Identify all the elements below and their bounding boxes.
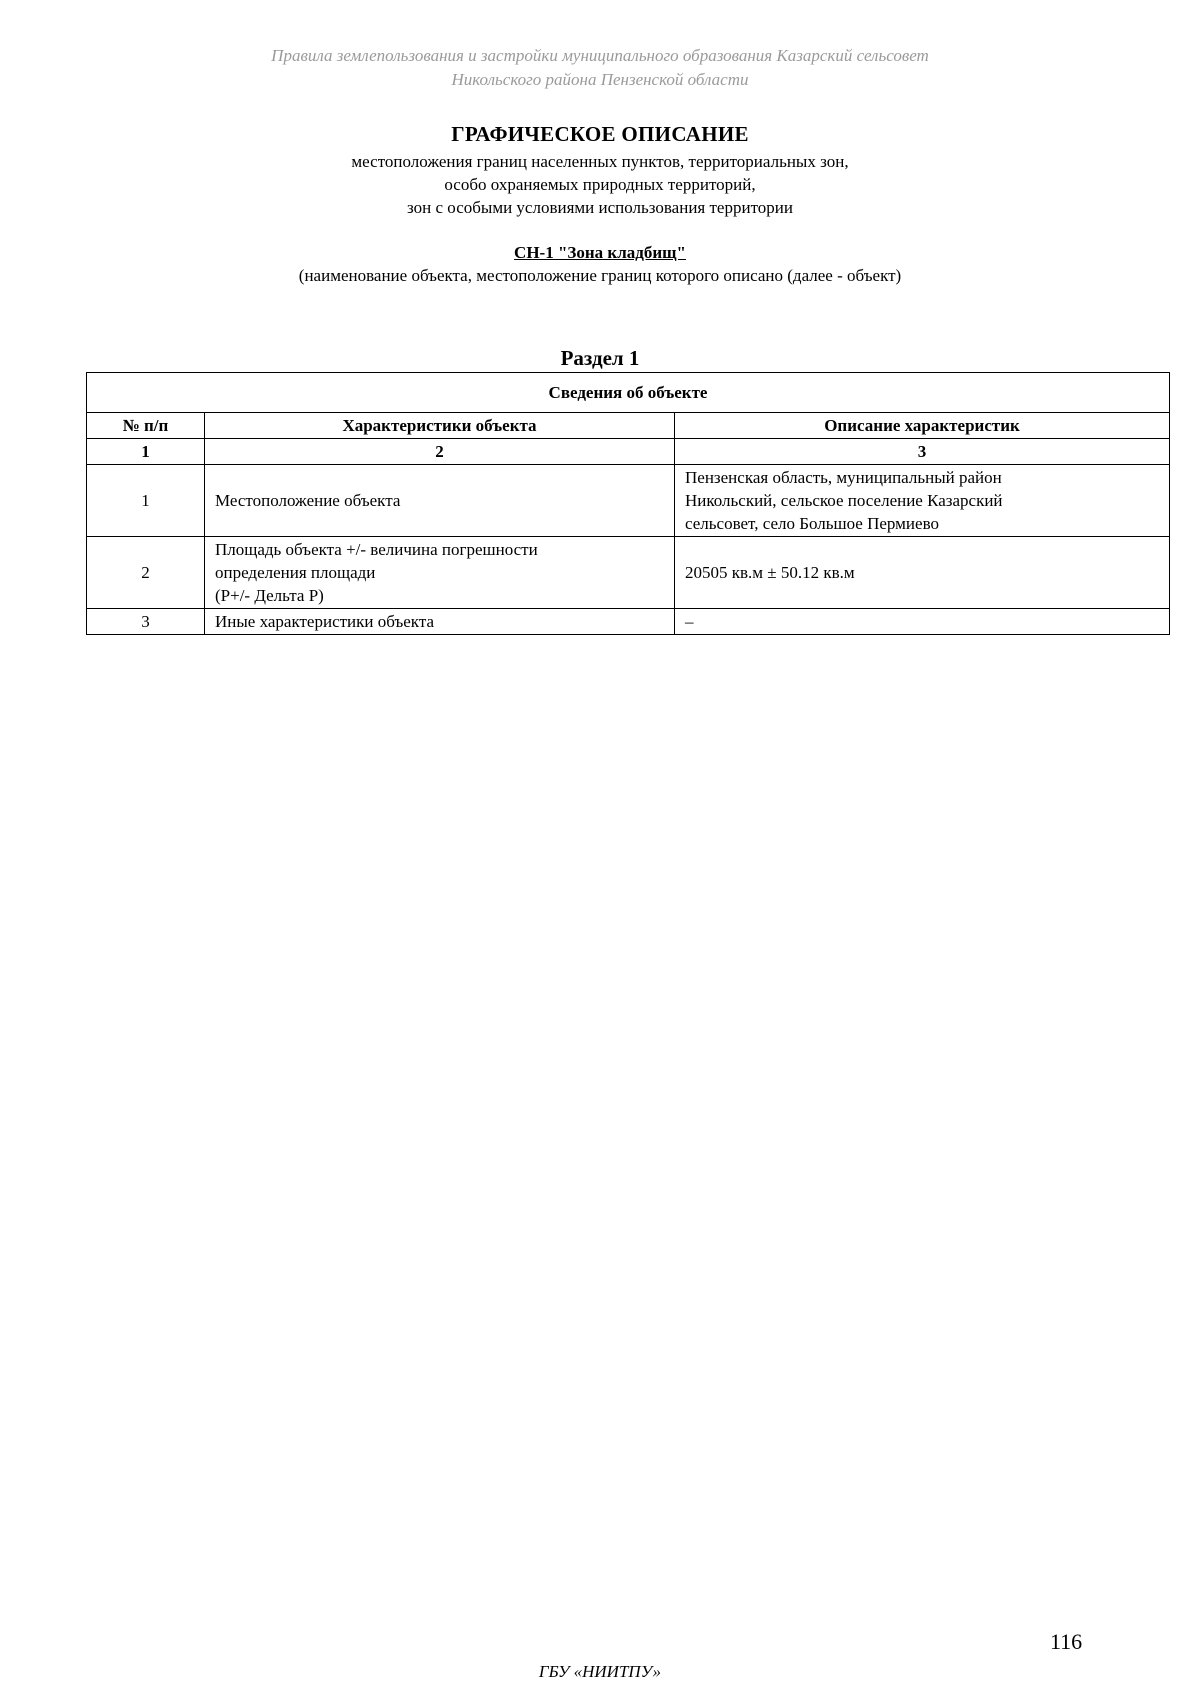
description-line: – bbox=[685, 612, 694, 631]
header-characteristic: Характеристики объекта bbox=[205, 413, 675, 439]
object-info-table bbox=[86, 372, 1170, 635]
row-number: 2 bbox=[87, 537, 205, 609]
row-description bbox=[675, 609, 1170, 635]
page-number: 116 bbox=[1050, 1629, 1083, 1654]
row-description bbox=[675, 465, 1170, 537]
subtitle-line-2: особо охраняемых природных территорий, bbox=[444, 175, 756, 194]
table-row bbox=[87, 465, 1170, 537]
characteristic-line: Иные характеристики объекта bbox=[215, 612, 435, 631]
running-header-line-1: Правила землепользования и застройки муниципального образования Казарский сельсовет bbox=[271, 46, 929, 65]
column-number-1: 1 bbox=[87, 439, 205, 465]
characteristic-line: определения площади bbox=[215, 563, 376, 582]
table-row bbox=[87, 537, 1170, 609]
description-line: Пензенская область, муниципальный район bbox=[685, 468, 1002, 487]
object-name: СН-1 "Зона кладбищ" bbox=[514, 243, 686, 262]
characteristic-line: Местоположение объекта bbox=[215, 491, 401, 510]
column-number-2: 2 bbox=[205, 439, 675, 465]
row-description bbox=[675, 537, 1170, 609]
document-title: ГРАФИЧЕСКОЕ ОПИСАНИЕ bbox=[451, 122, 749, 146]
table-row bbox=[87, 609, 1170, 635]
row-number: 1 bbox=[87, 465, 205, 537]
characteristic-line: (P+/- Дельта P) bbox=[215, 586, 324, 605]
subtitle-line-3: зон с особыми условиями использования территории bbox=[407, 198, 793, 217]
table-header-row bbox=[87, 413, 1170, 439]
description-line: Никольский, сельское поселение Казарский bbox=[685, 491, 1003, 510]
column-number-3: 3 bbox=[675, 439, 1170, 465]
document-subtitle bbox=[0, 150, 1200, 219]
characteristic-line: Площадь объекта +/- величина погрешности bbox=[215, 540, 538, 559]
row-number: 3 bbox=[87, 609, 205, 635]
running-header bbox=[0, 44, 1200, 92]
subtitle-line-1: местоположения границ населенных пунктов, территориальных зон, bbox=[351, 152, 849, 171]
table-caption-row bbox=[87, 373, 1170, 413]
row-characteristic bbox=[205, 465, 675, 537]
footer-organization: ГБУ «НИИТПУ» bbox=[538, 1662, 662, 1681]
table-column-numbers-row bbox=[87, 439, 1170, 465]
row-characteristic bbox=[205, 537, 675, 609]
object-caption: (наименование объекта, местоположение границ которого описано (далее - объект) bbox=[298, 266, 902, 285]
table-caption: Сведения об объекте bbox=[87, 373, 1170, 413]
header-description: Описание характеристик bbox=[675, 413, 1170, 439]
description-line: сельсовет, село Большое Пермиево bbox=[685, 514, 939, 533]
description-line: 20505 кв.м ± 50.12 кв.м bbox=[685, 563, 855, 582]
row-characteristic bbox=[205, 609, 675, 635]
running-header-line-2: Никольского района Пензенской области bbox=[451, 70, 749, 89]
header-number: № п/п bbox=[87, 413, 205, 439]
section-title: Раздел 1 bbox=[560, 346, 640, 370]
